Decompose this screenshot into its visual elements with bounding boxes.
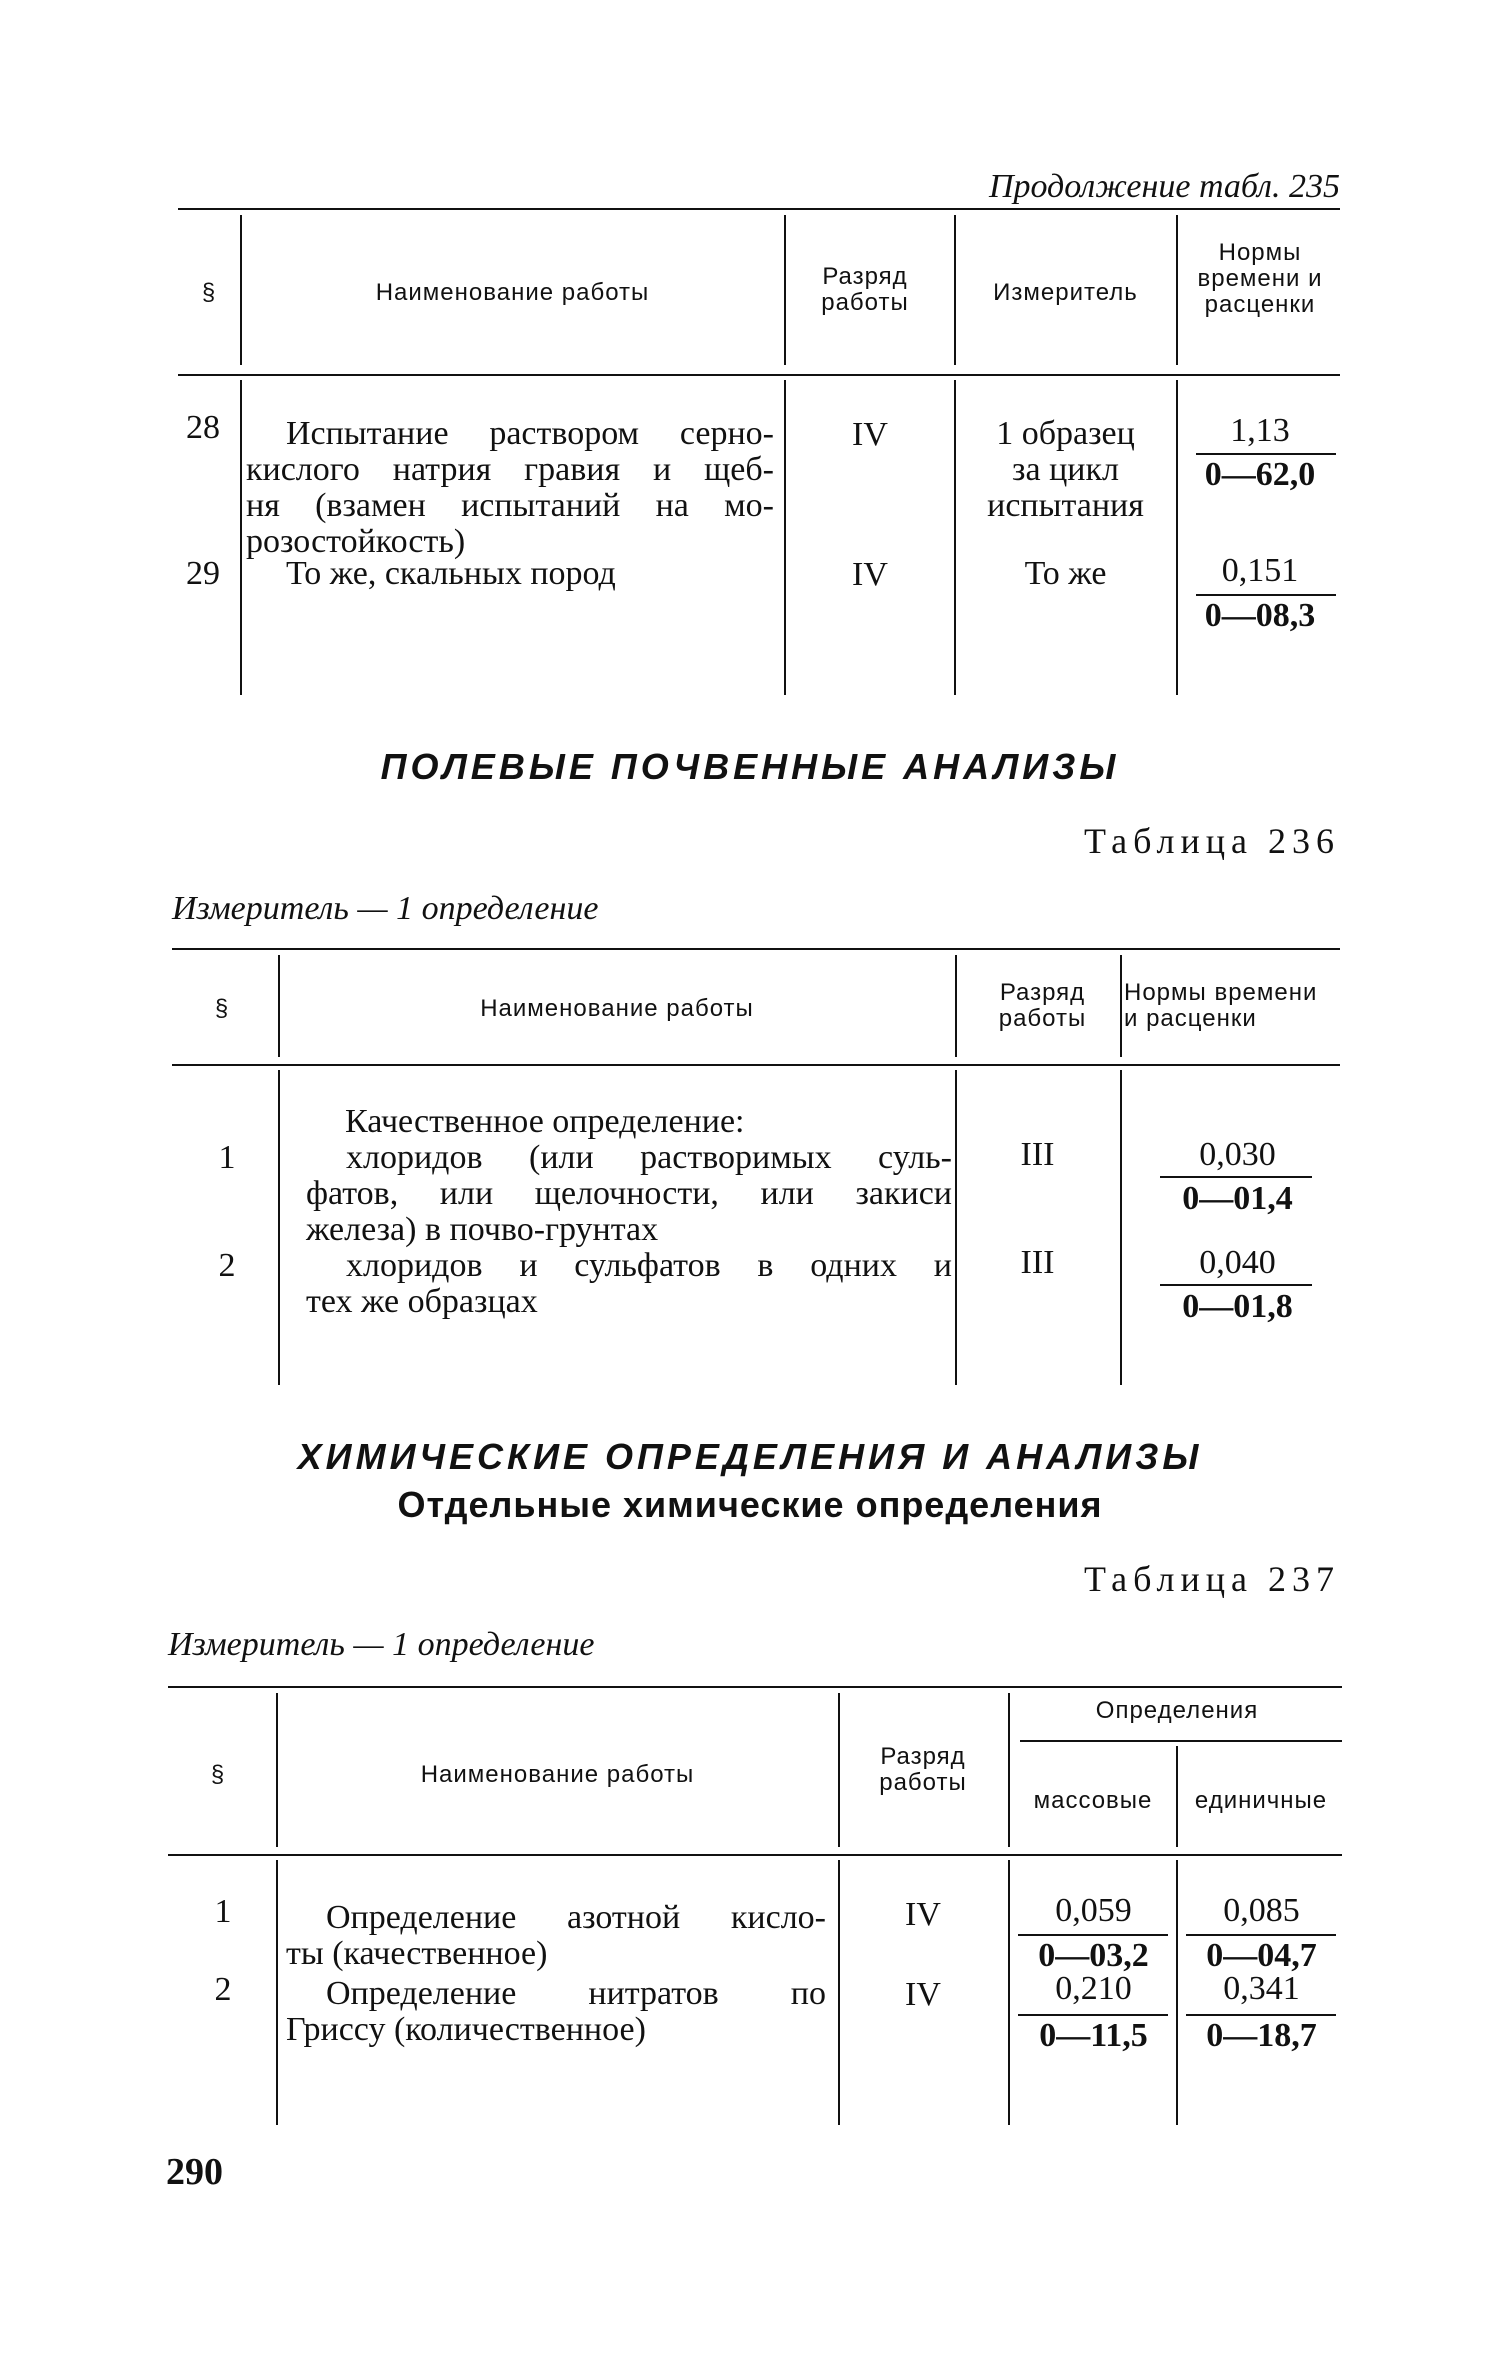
table-237-divider <box>276 1693 278 1847</box>
table-237-row-num: 1 <box>214 1893 232 1930</box>
name-line: тех же образцах <box>306 1283 538 1320</box>
table-237-row-name <box>286 1900 826 1972</box>
table-236-header-grade: Разряд работы <box>998 979 1087 1032</box>
unit-line: испытания <box>987 487 1144 524</box>
table-235-row-grade: IV <box>852 416 888 453</box>
table-235-divider <box>1176 215 1178 365</box>
name-line: розостойкость) <box>246 523 466 560</box>
table-237-row-mass-rate: 0—11,5 <box>1039 2017 1148 2054</box>
table-236-row-norm: 0,030 <box>1199 1136 1276 1173</box>
table-237-row-single-norm: 0,341 <box>1223 1970 1300 2007</box>
name-line: кислого натрия гравия и щеб- <box>246 451 774 488</box>
section-subtitle-chemical: Отдельные химические определения <box>397 1484 1103 1525</box>
name-line: То же, скальных пород <box>286 555 616 592</box>
table-236-row-norm: 0,040 <box>1199 1244 1276 1281</box>
table-237-row-mass-rate: 0—03,2 <box>1038 1937 1149 1974</box>
table-237-row-single-norm: 0,085 <box>1223 1892 1300 1929</box>
table-235-top-rule <box>178 208 1340 210</box>
table-237-label: Таблица 237 <box>1084 1559 1340 1599</box>
fraction-bar <box>1018 2014 1168 2016</box>
table-235-row-unit <box>958 416 1173 524</box>
fraction-bar <box>1018 1934 1168 1936</box>
table-237-divider <box>1008 1693 1010 1847</box>
unit-line: 1 образец <box>996 415 1135 452</box>
table-236-intro: Качественное определение: <box>345 1103 745 1140</box>
table-236-row-name <box>306 1248 952 1320</box>
table-235-header-num: § <box>201 279 217 306</box>
table-236-measure: Измеритель — 1 определение <box>172 890 599 927</box>
table-236-divider <box>278 955 280 1057</box>
table-235-row-name <box>246 556 774 592</box>
fraction-bar <box>1160 1176 1312 1178</box>
table-237-header-definitions: Определения <box>1095 1697 1259 1724</box>
table-236-divider <box>278 1070 280 1385</box>
table-237-divider <box>1008 1860 1010 2125</box>
table-235-row-norm: 0,151 <box>1221 552 1299 589</box>
table-236-header-norms: Нормы времени и расценки <box>1124 979 1318 1032</box>
table-237-header-mass: массовые <box>1033 1787 1153 1814</box>
table-237-row-name <box>286 1976 826 2048</box>
table-237-divider <box>1176 1860 1178 2125</box>
table-236-row-num: 1 <box>218 1139 236 1176</box>
table-237-row-single-rate: 0—04,7 <box>1206 1937 1317 1974</box>
table-236-row-name <box>306 1140 952 1248</box>
name-line: Определение азотной кисло- <box>326 1899 826 1936</box>
table-237-header-single: единичные <box>1194 1787 1328 1814</box>
table-237-header-num: § <box>210 1761 226 1788</box>
table-235-divider <box>1176 380 1178 695</box>
table-235-divider <box>954 215 956 365</box>
table-236-header-name: Наименование работы <box>480 995 754 1022</box>
table-235-row-unit <box>958 556 1173 592</box>
table-237-row-grade: IV <box>905 1976 941 2013</box>
unit-line: за цикл <box>1012 451 1119 488</box>
table-237-divider <box>838 1693 840 1847</box>
table-235-header-rule <box>178 374 1340 376</box>
name-line: Испытание раствором серно- <box>286 415 774 452</box>
table-237-row-grade: IV <box>905 1896 941 1933</box>
table-235-divider <box>240 215 242 365</box>
fraction-bar <box>1196 594 1336 596</box>
table-236-header-num: § <box>214 995 230 1022</box>
table-235-divider <box>784 215 786 365</box>
table-236-label: Таблица 236 <box>1084 821 1340 861</box>
table-235-row-norm: 1,13 <box>1230 412 1290 449</box>
table-235-header-name: Наименование работы <box>375 279 650 306</box>
table-235-header-norms: Нормы времени и расценки <box>1197 239 1323 318</box>
name-line: железа) в почво-грунтах <box>306 1211 659 1248</box>
page-number: 290 <box>166 2151 223 2193</box>
table-236-row-grade: III <box>1020 1136 1055 1173</box>
name-line: Гриссу (количественное) <box>286 2011 646 2048</box>
table-235-divider <box>784 380 786 695</box>
table-237-subheader-rule <box>1020 1740 1342 1742</box>
table-236-top-rule <box>172 948 1340 950</box>
name-line: ты (качественное) <box>286 1935 548 1972</box>
table-235-header-grade: Разряд работы <box>821 263 909 316</box>
table-235-row-name <box>246 416 774 560</box>
fraction-bar <box>1186 2014 1336 2016</box>
table-237-row-single-rate: 0—18,7 <box>1206 2017 1317 2054</box>
table-235-caption: Продолжение табл. 235 <box>988 168 1340 205</box>
table-235-row-rate: 0—62,0 <box>1204 456 1316 493</box>
table-236-row-rate: 0—01,8 <box>1182 1288 1293 1325</box>
table-237-top-rule <box>168 1686 1342 1688</box>
table-235-row-grade: IV <box>852 556 888 593</box>
table-237-row-mass-norm: 0,210 <box>1055 1970 1132 2007</box>
table-235-row-num: 28 <box>186 409 220 446</box>
fraction-bar <box>1196 453 1336 455</box>
table-236-divider <box>955 955 957 1057</box>
section-title-field: ПОЛЕВЫЕ ПОЧВЕННЫЕ АНАЛИЗЫ <box>380 746 1120 787</box>
table-237-divider <box>1176 1746 1178 1847</box>
name-line: Определение нитратов по <box>326 1975 826 2012</box>
table-237-row-mass-norm: 0,059 <box>1055 1892 1132 1929</box>
fraction-bar <box>1186 1934 1336 1936</box>
table-237-header-name: Наименование работы <box>420 1761 695 1788</box>
table-236-row-num: 2 <box>218 1247 236 1284</box>
table-236-header-rule <box>172 1064 1340 1066</box>
table-236-divider <box>955 1070 957 1385</box>
section-title-chemical: ХИМИЧЕСКИЕ ОПРЕДЕЛЕНИЯ И АНАЛИЗЫ <box>297 1436 1203 1477</box>
table-237-header-rule <box>168 1854 1342 1856</box>
table-235-divider <box>240 380 242 695</box>
table-236-divider <box>1120 955 1122 1057</box>
name-line: фатов, или щелочности, или закиси <box>306 1175 952 1212</box>
table-236-row-grade: III <box>1020 1244 1055 1281</box>
table-237-header-grade: Разряд работы <box>879 1743 967 1796</box>
name-line: ня (взамен испытаний на мо- <box>246 487 774 524</box>
table-237-row-num: 2 <box>214 1971 232 2008</box>
table-235-row-rate: 0—08,3 <box>1204 597 1316 634</box>
table-236-divider <box>1120 1070 1122 1385</box>
fraction-bar <box>1160 1284 1312 1286</box>
table-235-divider <box>954 380 956 695</box>
table-235-row-num: 29 <box>186 555 220 592</box>
table-236-row-rate: 0—01,4 <box>1182 1180 1293 1217</box>
unit-line: То же <box>1024 555 1107 592</box>
name-line: хлоридов и сульфатов в одних и <box>346 1247 952 1284</box>
name-line: хлоридов (или растворимых суль- <box>346 1139 952 1176</box>
table-237-measure: Измеритель — 1 определение <box>168 1626 595 1663</box>
table-235-header-unit: Измеритель <box>993 279 1138 306</box>
table-237-divider <box>838 1860 840 2125</box>
